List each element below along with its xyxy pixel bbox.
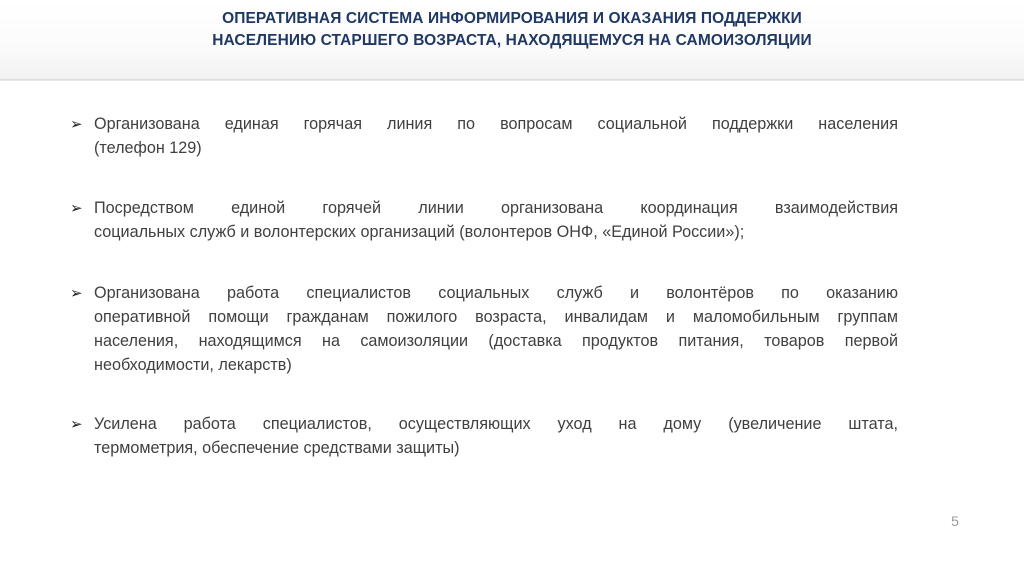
header-divider bbox=[0, 79, 1024, 81]
bullet-line: Организована единая горячая линия по вопросам социальной поддержки населения bbox=[94, 115, 898, 133]
bullet-line: оперативной помощи гражданам пожилого возраста, инвалидам и маломобильным группам bbox=[94, 308, 898, 326]
slide-title bbox=[152, 8, 872, 52]
bullet-line: термометрия, обеспечение средствами защиты) bbox=[94, 439, 460, 457]
arrow-bullet-icon: ➢ bbox=[70, 199, 83, 217]
bullet-line: социальных служб и волонтерских организаций (волонтеров ОНФ, «Единой России»); bbox=[94, 223, 745, 241]
bullet-line: необходимости, лекарств) bbox=[94, 356, 292, 374]
bullet-item-specialists-work bbox=[70, 281, 898, 377]
title-line-1: ОПЕРАТИВНАЯ СИСТЕМА ИНФОРМИРОВАНИЯ И ОКАЗАНИЯ ПОДДЕРЖКИ bbox=[222, 10, 802, 27]
arrow-bullet-icon: ➢ bbox=[70, 115, 83, 133]
bullet-line: Посредством единой горячей линии организована координация взаимодействия bbox=[94, 199, 898, 217]
bullet-line: Усилена работа специалистов, осуществляющих уход на дому (увеличение штата, bbox=[94, 415, 898, 433]
bullet-item-coordination bbox=[70, 196, 898, 244]
arrow-bullet-icon: ➢ bbox=[70, 415, 83, 433]
bullet-line: Организована работа специалистов социальных служб и волонтёров по оказанию bbox=[94, 284, 898, 302]
page-number: 5 bbox=[951, 513, 959, 529]
arrow-bullet-icon: ➢ bbox=[70, 284, 83, 302]
bullet-line: (телефон 129) bbox=[94, 139, 202, 157]
bullet-item-home-care bbox=[70, 412, 898, 460]
bullet-item-hotline bbox=[70, 112, 898, 160]
title-line-2: НАСЕЛЕНИЮ СТАРШЕГО ВОЗРАСТА, НАХОДЯЩЕМУСЯ НА САМОИЗОЛЯЦИИ bbox=[212, 32, 812, 49]
bullet-line: населения, находящимся на самоизоляции (доставка продуктов питания, товаров первой bbox=[94, 332, 898, 350]
